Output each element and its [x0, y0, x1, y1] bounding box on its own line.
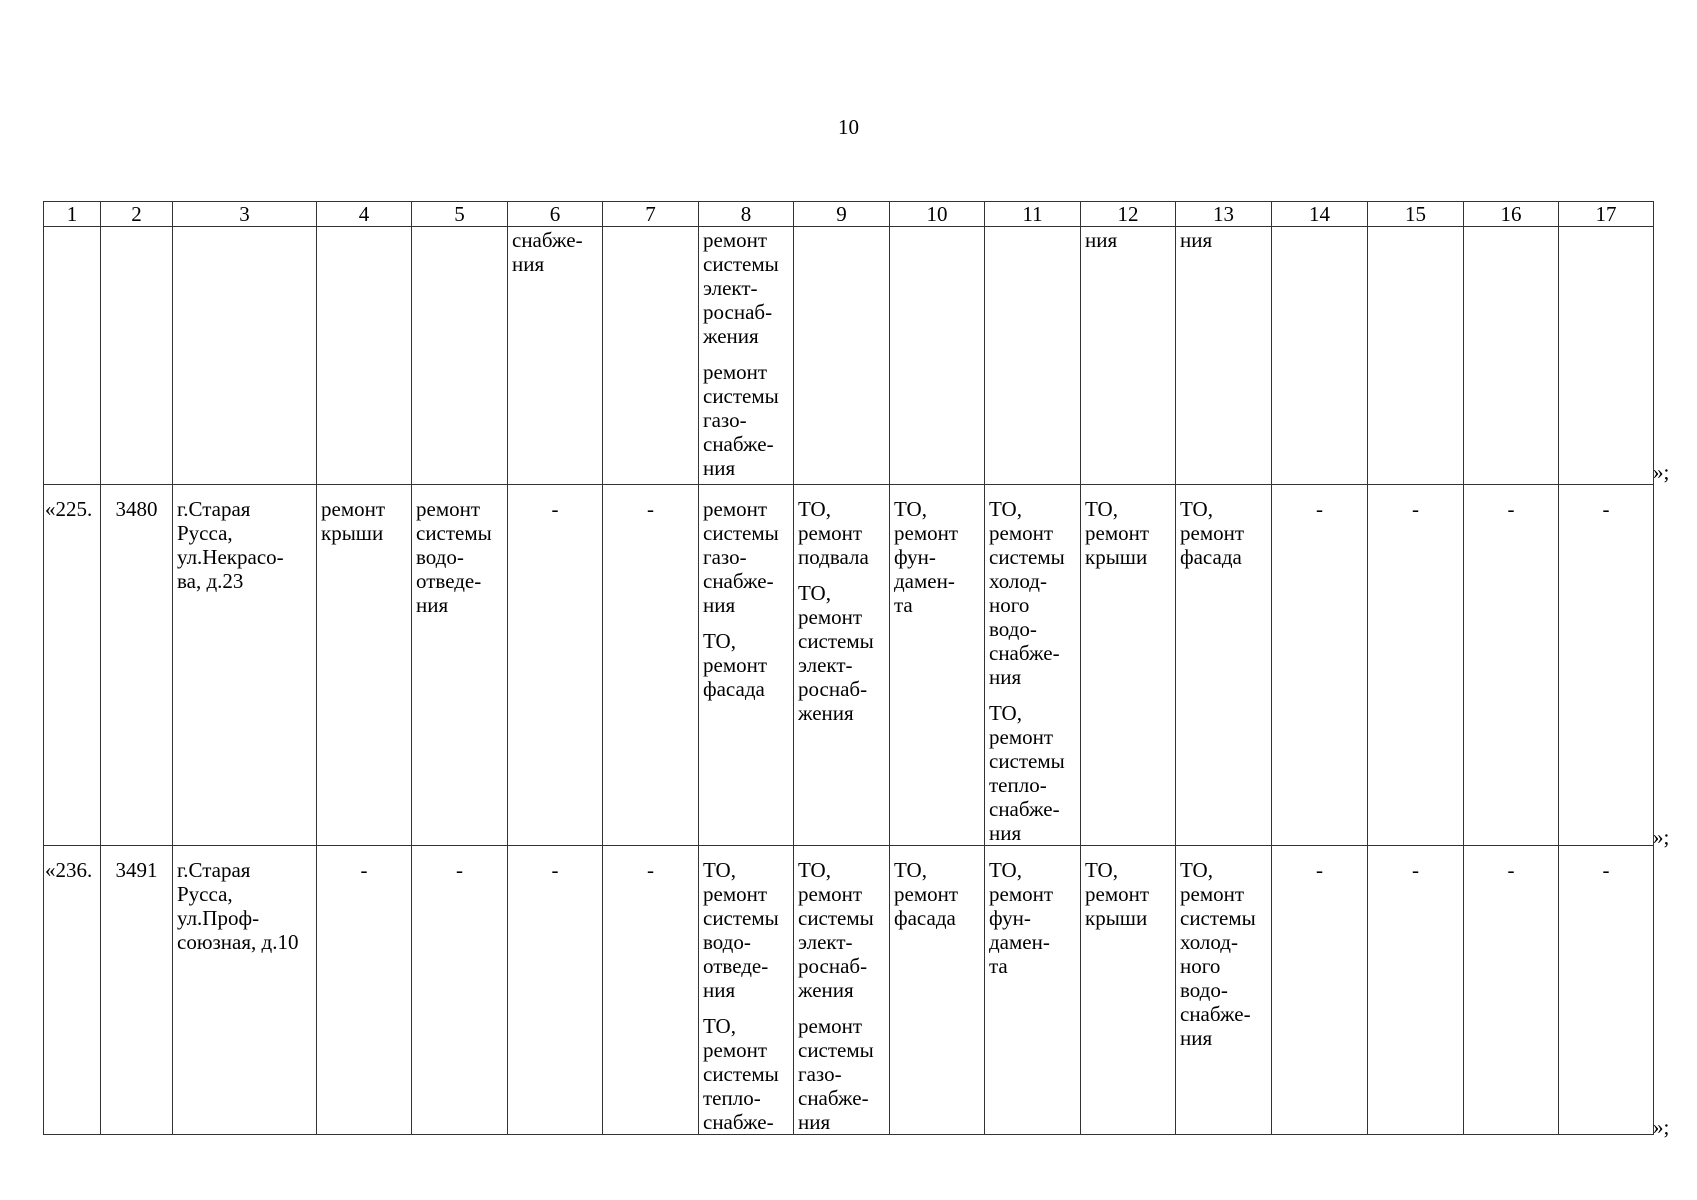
table-cell [1368, 227, 1464, 485]
cell-line: ТО, [798, 581, 831, 605]
cell-line: ния [703, 978, 736, 1002]
cell-line: ремонт [798, 882, 863, 906]
table-cell [890, 227, 985, 485]
cell-line: снабже- [512, 228, 583, 252]
table-cell [794, 846, 890, 1135]
table-cell [101, 227, 173, 485]
header-cell: 13 [1176, 202, 1272, 227]
cell-line: ремонт [1180, 882, 1245, 906]
table-cell [1081, 485, 1176, 846]
cell-line: ТО, [1085, 858, 1118, 882]
cell-line: ремонт [798, 521, 863, 545]
cell-line: та [894, 593, 913, 617]
table-cell [890, 485, 985, 846]
cell-line: ния [416, 593, 449, 617]
cell-line: ремонт [703, 882, 768, 906]
cell-line: ТО, [1085, 497, 1118, 521]
cell-line: г.Старая [177, 497, 251, 521]
table-cell [412, 227, 508, 485]
cell-line: ТО, [798, 858, 831, 882]
cell-line: системы [798, 1038, 874, 1062]
cell-line: системы [703, 384, 779, 408]
table-cell: - [1464, 846, 1559, 1135]
header-cell: 7 [603, 202, 699, 227]
table-cell: - [412, 846, 508, 1135]
row-address [173, 485, 317, 846]
cell-line: ремонт [703, 228, 768, 252]
cell-line: крыши [321, 521, 384, 545]
row-number: «236. [44, 846, 101, 1135]
table-cell: - [603, 846, 699, 1135]
cell-line: ремонт [798, 1014, 863, 1038]
table-cell: - [1464, 485, 1559, 846]
row-closing-quote: »; [1653, 1115, 1670, 1139]
cell-line: Русса, [177, 521, 233, 545]
table-cell [1559, 227, 1654, 485]
cell-line: жения [798, 978, 854, 1002]
table-cell [317, 227, 412, 485]
cell-line: системы [989, 749, 1065, 773]
row-closing-quote: »; [1653, 460, 1670, 484]
cell-line: ремонт [703, 653, 768, 677]
table-cell: - [1272, 846, 1368, 1135]
cell-line: ния [512, 252, 545, 276]
page-number: 10 [838, 115, 859, 139]
table-cell [1272, 227, 1368, 485]
cell-line: снабже- [703, 432, 774, 456]
cell-line: системы [703, 906, 779, 930]
cell-line: снабже- [989, 641, 1060, 665]
table-cell [173, 227, 317, 485]
header-cell: 9 [794, 202, 890, 227]
cell-line: роснаб- [798, 954, 868, 978]
cell-line: ния [1180, 228, 1213, 252]
cell-line: тепло- [989, 773, 1047, 797]
cell-line: фасада [703, 677, 765, 701]
table-cell: - [1368, 485, 1464, 846]
cell-line: элект- [798, 930, 853, 954]
table-cell [44, 227, 101, 485]
cell-line: дамен- [989, 930, 1050, 954]
table-cell [699, 227, 794, 485]
table-cell: - [1368, 846, 1464, 1135]
cell-line: ния [1180, 1026, 1213, 1050]
cell-line: снабже- [703, 1110, 774, 1134]
cell-line: роснаб- [798, 677, 868, 701]
cell-line: снабже- [798, 1086, 869, 1110]
cell-line: подвала [798, 545, 869, 569]
cell-line: снабже- [703, 569, 774, 593]
cell-line: системы [416, 521, 492, 545]
header-cell: 14 [1272, 202, 1368, 227]
table-cell [317, 485, 412, 846]
cell-line: ТО, [703, 858, 736, 882]
table-cell [412, 485, 508, 846]
table-cell [1081, 846, 1176, 1135]
table-cell [699, 846, 794, 1135]
cell-line: крыши [1085, 545, 1148, 569]
cell-line: снабже- [1180, 1002, 1251, 1026]
table-cell [794, 485, 890, 846]
cell-line: снабже- [989, 797, 1060, 821]
cell-line: ния [703, 593, 736, 617]
header-cell: 8 [699, 202, 794, 227]
cell-line: ремонт [703, 360, 768, 384]
table-cell [985, 846, 1081, 1135]
table-cell: - [317, 846, 412, 1135]
cell-line: элект- [703, 276, 758, 300]
cell-line: ТО, [1180, 497, 1213, 521]
table-cell: - [508, 485, 603, 846]
cell-line: водо- [703, 930, 751, 954]
cell-line: крыши [1085, 906, 1148, 930]
cell-line: Русса, [177, 882, 233, 906]
cell-line: элект- [798, 653, 853, 677]
cell-line: системы [798, 906, 874, 930]
cell-line: союзная, д.10 [177, 930, 299, 954]
header-cell: 2 [101, 202, 173, 227]
table-cell [699, 485, 794, 846]
cell-line: жения [703, 324, 759, 348]
table-cell [508, 227, 603, 485]
header-cell: 3 [173, 202, 317, 227]
cell-line: ния [1085, 228, 1118, 252]
cell-line: холод- [989, 569, 1047, 593]
table-cell: - [1559, 485, 1654, 846]
cell-line: дамен- [894, 569, 955, 593]
cell-line: водо- [416, 545, 464, 569]
cell-line: холод- [1180, 930, 1238, 954]
cell-line: та [989, 954, 1008, 978]
cell-line: ния [989, 821, 1022, 845]
header-row [44, 202, 1654, 227]
header-cell: 12 [1081, 202, 1176, 227]
cell-line: отведе- [703, 954, 769, 978]
table-cell: - [1272, 485, 1368, 846]
cell-line: газо- [798, 1062, 842, 1086]
cell-line: газо- [703, 545, 747, 569]
cell-line: ТО, [989, 858, 1022, 882]
cell-line: ТО, [894, 858, 927, 882]
cell-line: ТО, [894, 497, 927, 521]
schedule-table [43, 201, 1654, 1135]
cell-line: ва, д.23 [177, 569, 244, 593]
cell-line: системы [703, 252, 779, 276]
cell-line: отведе- [416, 569, 482, 593]
cell-line: ния [703, 456, 736, 480]
cell-line: ремонт [894, 882, 959, 906]
table-cell: - [603, 485, 699, 846]
cell-line: ного [989, 593, 1030, 617]
cell-line: ул.Некрасо- [177, 545, 284, 569]
table-cell [985, 227, 1081, 485]
table-cell [1176, 227, 1272, 485]
cell-line: фун- [989, 906, 1031, 930]
cell-line: ТО, [798, 497, 831, 521]
header-cell: 5 [412, 202, 508, 227]
cell-line: фун- [894, 545, 936, 569]
row-code: 3491 [101, 846, 173, 1135]
table-cell [1176, 846, 1272, 1135]
header-cell: 17 [1559, 202, 1654, 227]
cell-line: водо- [989, 617, 1037, 641]
cell-line: газо- [703, 408, 747, 432]
cell-line: ТО, [703, 629, 736, 653]
cell-line: ремонт [1085, 882, 1150, 906]
cell-line: ремонт [321, 497, 386, 521]
header-cell: 1 [44, 202, 101, 227]
header-cell: 16 [1464, 202, 1559, 227]
cell-line: системы [703, 521, 779, 545]
cell-line: ремонт [1085, 521, 1150, 545]
cell-line: системы [798, 629, 874, 653]
table-cell [890, 846, 985, 1135]
header-cell: 15 [1368, 202, 1464, 227]
cell-line: ния [798, 1110, 831, 1134]
table-cell [603, 227, 699, 485]
table-cell [1464, 227, 1559, 485]
table-cell: - [1559, 846, 1654, 1135]
row-number: «225. [44, 485, 101, 846]
cell-line: водо- [1180, 978, 1228, 1002]
cell-line: фасада [1180, 545, 1242, 569]
header-cell: 6 [508, 202, 603, 227]
cell-line: ремонт [703, 497, 768, 521]
cell-line: ремонт [703, 1038, 768, 1062]
cell-line: ТО, [989, 497, 1022, 521]
cell-line: г.Старая [177, 858, 251, 882]
cell-line: системы [989, 545, 1065, 569]
cell-line: ул.Проф- [177, 906, 260, 930]
table-cell: - [508, 846, 603, 1135]
header-cell: 11 [985, 202, 1081, 227]
table-cell [1081, 227, 1176, 485]
table-row [44, 846, 1654, 1135]
cell-line: фасада [894, 906, 956, 930]
cell-line: ремонт [989, 725, 1054, 749]
cell-line: системы [703, 1062, 779, 1086]
cell-line: ремонт [798, 605, 863, 629]
cell-line: ТО, [1180, 858, 1213, 882]
cell-line: системы [1180, 906, 1256, 930]
table-row [44, 227, 1654, 485]
cell-line: ремонт [894, 521, 959, 545]
row-code: 3480 [101, 485, 173, 846]
row-address [173, 846, 317, 1135]
header-cell: 4 [317, 202, 412, 227]
cell-line: ТО, [703, 1014, 736, 1038]
cell-line: ТО, [989, 701, 1022, 725]
cell-line: ремонт [1180, 521, 1245, 545]
cell-line: роснаб- [703, 300, 773, 324]
cell-line: ремонт [989, 521, 1054, 545]
cell-line: ремонт [416, 497, 481, 521]
table-cell [1176, 485, 1272, 846]
cell-line: ного [1180, 954, 1221, 978]
table-cell [794, 227, 890, 485]
table-cell [985, 485, 1081, 846]
cell-line: тепло- [703, 1086, 761, 1110]
row-closing-quote: »; [1653, 825, 1670, 849]
cell-line: ремонт [989, 882, 1054, 906]
header-cell: 10 [890, 202, 985, 227]
cell-line: ния [989, 665, 1022, 689]
cell-line: жения [798, 701, 854, 725]
table-row [44, 485, 1654, 846]
